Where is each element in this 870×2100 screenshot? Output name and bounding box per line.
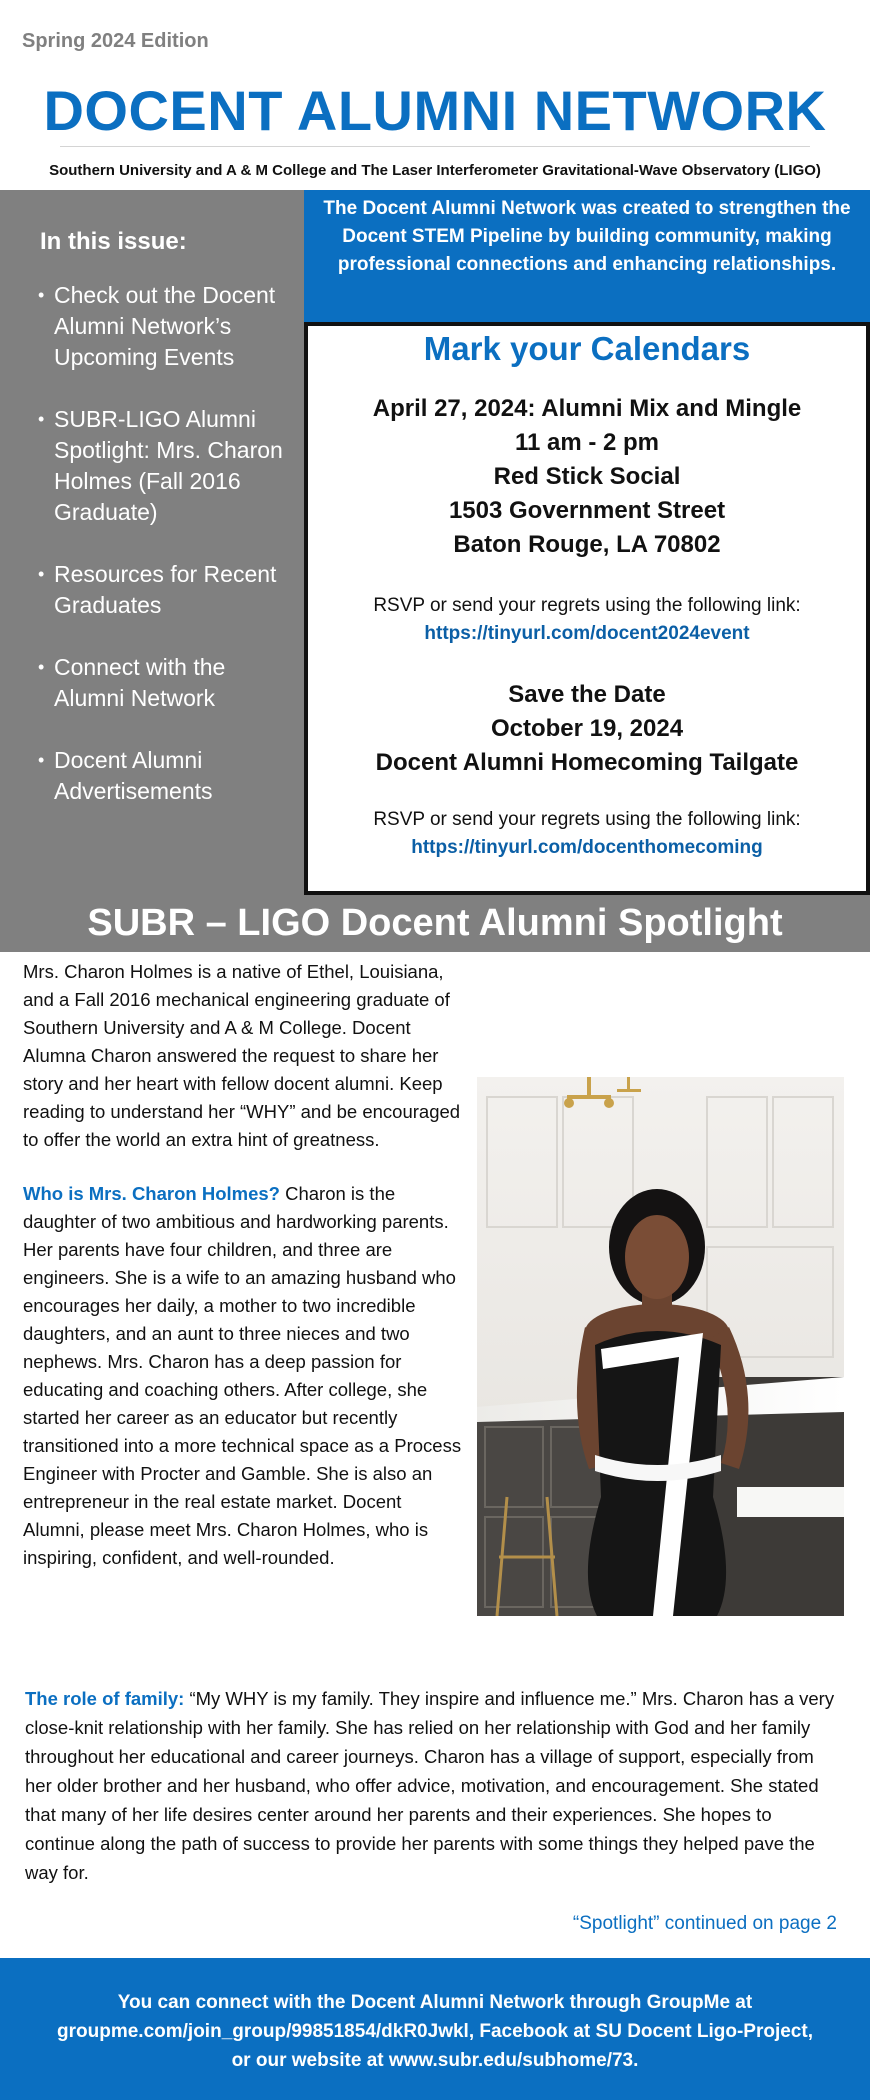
sidebar-heading: In this issue: bbox=[40, 228, 187, 255]
rsvp-event1 bbox=[308, 592, 866, 648]
continued-note: “Spotlight” continued on page 2 bbox=[572, 1913, 837, 1934]
event-mix-and-mingle bbox=[308, 392, 866, 562]
family-paragraph bbox=[25, 1684, 845, 1887]
issue-item-spotlight: • SUBR-LIGO Alumni Spotlight: Mrs. Charon Holmes (Fall 2016 Graduate) bbox=[36, 404, 298, 528]
event1-street: 1503 Government Street bbox=[448, 497, 726, 524]
event2-save-the-date: Save the Date bbox=[508, 681, 666, 708]
rsvp1-link[interactable]: https://tinyurl.com/docent2024event bbox=[424, 623, 750, 644]
footer-line-3: or our website at www.subr.edu/subhome/73. bbox=[231, 2050, 639, 2071]
title-divider bbox=[60, 146, 810, 147]
intro-box: The Docent Alumni Network was created to strengthen the Docent STEM Pipeline by building community, making professional connections and enhancing relationships. bbox=[304, 190, 870, 322]
event-homecoming-tailgate bbox=[308, 678, 866, 780]
event2-name: Docent Alumni Homecoming Tailgate bbox=[375, 749, 799, 776]
event1-city: Baton Rouge, LA 70802 bbox=[453, 531, 721, 558]
footer-line-1: You can connect with the Docent Alumni Network through GroupMe at bbox=[117, 1992, 753, 2013]
event1-venue: Red Stick Social bbox=[493, 463, 681, 490]
affiliation-line: Southern University and A & M College and The Laser Interferometer Gravitational-Wave Observatory (LIGO) bbox=[49, 162, 821, 179]
family-lead: The role of family: bbox=[25, 1688, 185, 1709]
in-this-issue-sidebar bbox=[0, 190, 304, 895]
newsletter-title: DOCENT ALUMNI NETWORK bbox=[43, 79, 827, 142]
issue-item-connect: • Connect with the Alumni Network bbox=[36, 652, 298, 714]
spotlight-intro-paragraph: Mrs. Charon Holmes is a native of Ethel, Louisiana, and a Fall 2016 mechanical engineering graduate of Southern University and A & M College. Docent Alumna Charon answered the request to share her story and her heart with fellow docent alumni. Keep reading to understand her “WHY” and be encouraged to offer the world an extra hint of greatness. bbox=[23, 961, 461, 1150]
spotlight-banner: SUBR – LIGO Docent Alumni Spotlight bbox=[0, 895, 870, 952]
issue-item-resources: • Resources for Recent Graduates bbox=[36, 559, 298, 621]
edition-label: Spring 2024 Edition bbox=[22, 30, 209, 52]
event1-date: April 27, 2024: Alumni Mix and Mingle bbox=[372, 395, 802, 422]
footer-line-2: groupme.com/join_group/99851854/dkR0Jwkl, Facebook at SU Docent Ligo-Project, bbox=[57, 2021, 813, 2042]
rsvp2-text: RSVP or send your regrets using the following link: bbox=[373, 809, 801, 830]
issue-list bbox=[36, 280, 298, 838]
footer-banner bbox=[0, 1958, 870, 2100]
who-is-paragraph bbox=[23, 1180, 463, 1572]
who-is-body: Charon is the daughter of two ambitious and hardworking parents. Her parents have four children, and three are engineers. She is a wife to an amazing husband who encourages her daily, a mother to two incredible daughters, and an aunt to three nieces and two nephews. Mrs. Charon has a deep passion for educating and coaching others. After college, she started her career as an educator but recently transitioned into a more technical space as a Process Engineer with Procter and Gamble. She is also an entrepreneur in the real estate market. Docent Alumni, please meet Mrs. Charon Holmes, who is inspiring, confident, and well-rounded. bbox=[23, 1183, 462, 1568]
rsvp1-text: RSVP or send your regrets using the following link: bbox=[373, 595, 801, 616]
spotlight-column bbox=[23, 958, 463, 1598]
calendar-box bbox=[304, 322, 870, 895]
calendar-title: Mark your Calendars bbox=[423, 330, 751, 367]
issue-item-advertisements: • Docent Alumni Advertisements bbox=[36, 745, 298, 807]
issue-item-events: • Check out the Docent Alumni Network’s Upcoming Events bbox=[36, 280, 298, 373]
who-is-lead: Who is Mrs. Charon Holmes? bbox=[23, 1183, 280, 1204]
charon-holmes-photo bbox=[477, 1077, 844, 1616]
event1-time: 11 am - 2 pm bbox=[514, 429, 660, 456]
rsvp2-link[interactable]: https://tinyurl.com/docenthomecoming bbox=[411, 837, 763, 858]
event2-date: October 19, 2024 bbox=[490, 715, 684, 742]
family-body: “My WHY is my family. They inspire and influence me.” Mrs. Charon has a very close-knit relationship with her family. She has relied on her relationship with God and her family throughout her educational and career journeys. Charon has a village of support, especially from her older brother and her husband, who offer advice, motivation, and encouragement. She stated that many of her life desires center around her parents and their experiences. She hopes to continue along the path of success to provide her parents with some things they helped pave the way for. bbox=[25, 1688, 835, 1883]
rsvp-event2 bbox=[308, 806, 866, 862]
